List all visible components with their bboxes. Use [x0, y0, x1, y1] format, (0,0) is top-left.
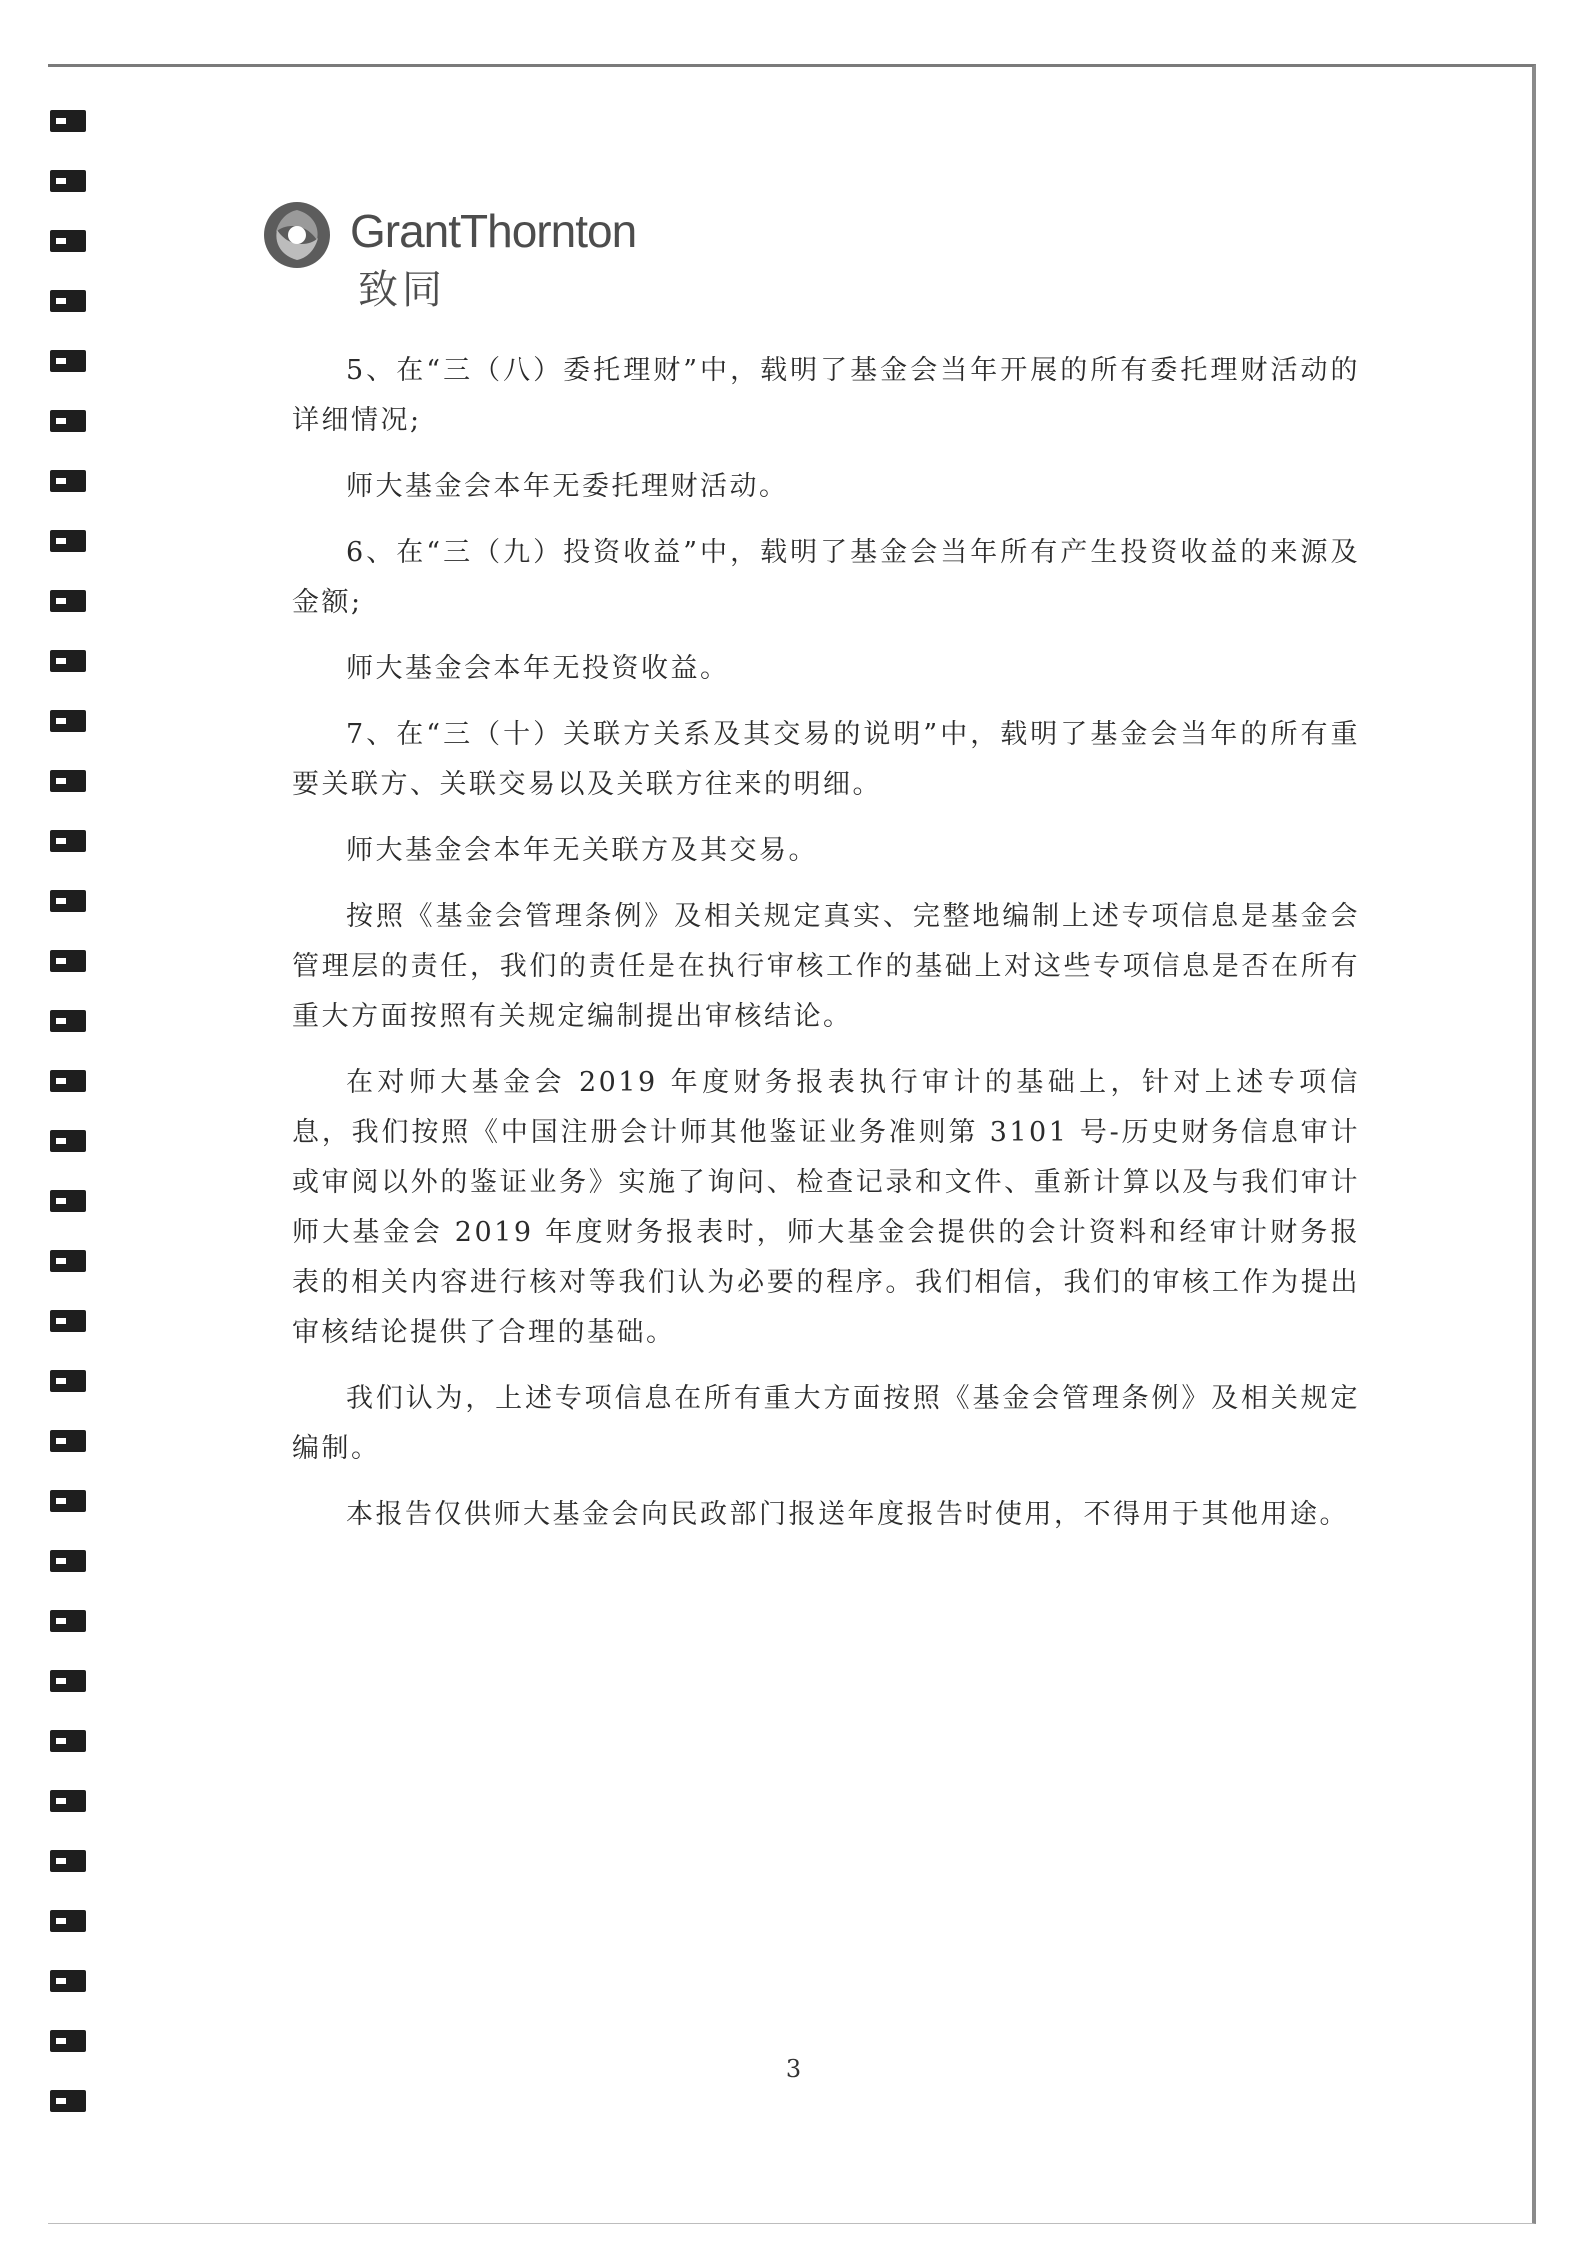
binding-hole	[50, 470, 86, 492]
binding-hole	[50, 110, 86, 132]
binding-hole	[50, 1730, 86, 1752]
logo-name-cn: 致同	[358, 267, 446, 313]
paragraph-usage-restriction: 本报告仅供师大基金会向民政部门报送年度报告时使用，不得用于其他用途。	[346, 1499, 1349, 1530]
binding-hole	[50, 290, 86, 312]
binding-hole	[50, 1910, 86, 1932]
binding-hole	[50, 770, 86, 792]
binding-hole	[50, 950, 86, 972]
paragraph-related-parties: 7、在“三（十）关联方关系及其交易的说明”中，载明了基金会当年的所有重要关联方、关联交易以及关联方往来的明细。	[292, 719, 1360, 800]
binding-hole	[50, 590, 86, 612]
company-logo	[262, 200, 682, 313]
binding-hole	[50, 890, 86, 912]
paragraph-no-investment-income: 师大基金会本年无投资收益。	[346, 653, 730, 684]
binding-hole	[50, 1550, 86, 1572]
report-body	[292, 346, 1360, 1556]
binding-hole	[50, 2030, 86, 2052]
paragraph-investment-income: 6、在“三（九）投资收益”中，载明了基金会当年所有产生投资收益的来源及金额;	[292, 537, 1360, 618]
paragraph-no-entrusted-wealth: 师大基金会本年无委托理财活动。	[346, 471, 789, 502]
binding-hole	[50, 710, 86, 732]
paragraph-no-related-parties: 师大基金会本年无关联方及其交易。	[346, 835, 818, 866]
binding-hole	[50, 1070, 86, 1092]
binding-hole	[50, 1610, 86, 1632]
binding-holes	[50, 110, 90, 2130]
paragraph-responsibility: 按照《基金会管理条例》及相关规定真实、完整地编制上述专项信息是基金会管理层的责任，我们的责任是在执行审核工作的基础上对这些专项信息是否在所有重大方面按照有关规定编制提出审核结论。	[292, 901, 1360, 1032]
binding-hole	[50, 1970, 86, 1992]
binding-hole	[50, 1250, 86, 1272]
binding-hole	[50, 830, 86, 852]
binding-hole	[50, 230, 86, 252]
paragraph-entrusted-wealth-management: 5、在“三（八）委托理财”中，载明了基金会当年开展的所有委托理财活动的详细情况;	[292, 355, 1360, 436]
logo-name-en: GrantThornton	[350, 205, 637, 257]
binding-hole	[50, 1010, 86, 1032]
binding-hole	[50, 1190, 86, 1212]
binding-hole	[50, 1670, 86, 1692]
binding-hole	[50, 530, 86, 552]
binding-hole	[50, 410, 86, 432]
paragraph-conclusion: 我们认为，上述专项信息在所有重大方面按照《基金会管理条例》及相关规定编制。	[292, 1383, 1360, 1464]
grant-thornton-swirl-icon	[262, 200, 332, 270]
binding-hole	[50, 1130, 86, 1152]
binding-hole	[50, 1490, 86, 1512]
binding-hole	[50, 2090, 86, 2112]
paragraph-procedures: 在对师大基金会 2019 年度财务报表执行审计的基础上，针对上述专项信息，我们按照《中国注册会计师其他鉴证业务准则第 3101 号-历史财务信息审计或审阅以外的鉴证业务》实施了询问、检查记录和文件、重新计算以及与我们审计师大基金会 2019 年度财务报表时，师大基金会提供的会计资料和经审计财务报表的相关内容进行核对等我们认为必要的程序。我们相信，我们的审核工作为提出审核结论提供了合理的基础。	[292, 1067, 1360, 1348]
binding-hole	[50, 1370, 86, 1392]
binding-hole	[50, 350, 86, 372]
page-number: 3	[785, 2055, 802, 2083]
binding-hole	[50, 1790, 86, 1812]
binding-hole	[50, 1430, 86, 1452]
binding-hole	[50, 170, 86, 192]
binding-hole	[50, 650, 86, 672]
binding-hole	[50, 1310, 86, 1332]
binding-hole	[50, 1850, 86, 1872]
